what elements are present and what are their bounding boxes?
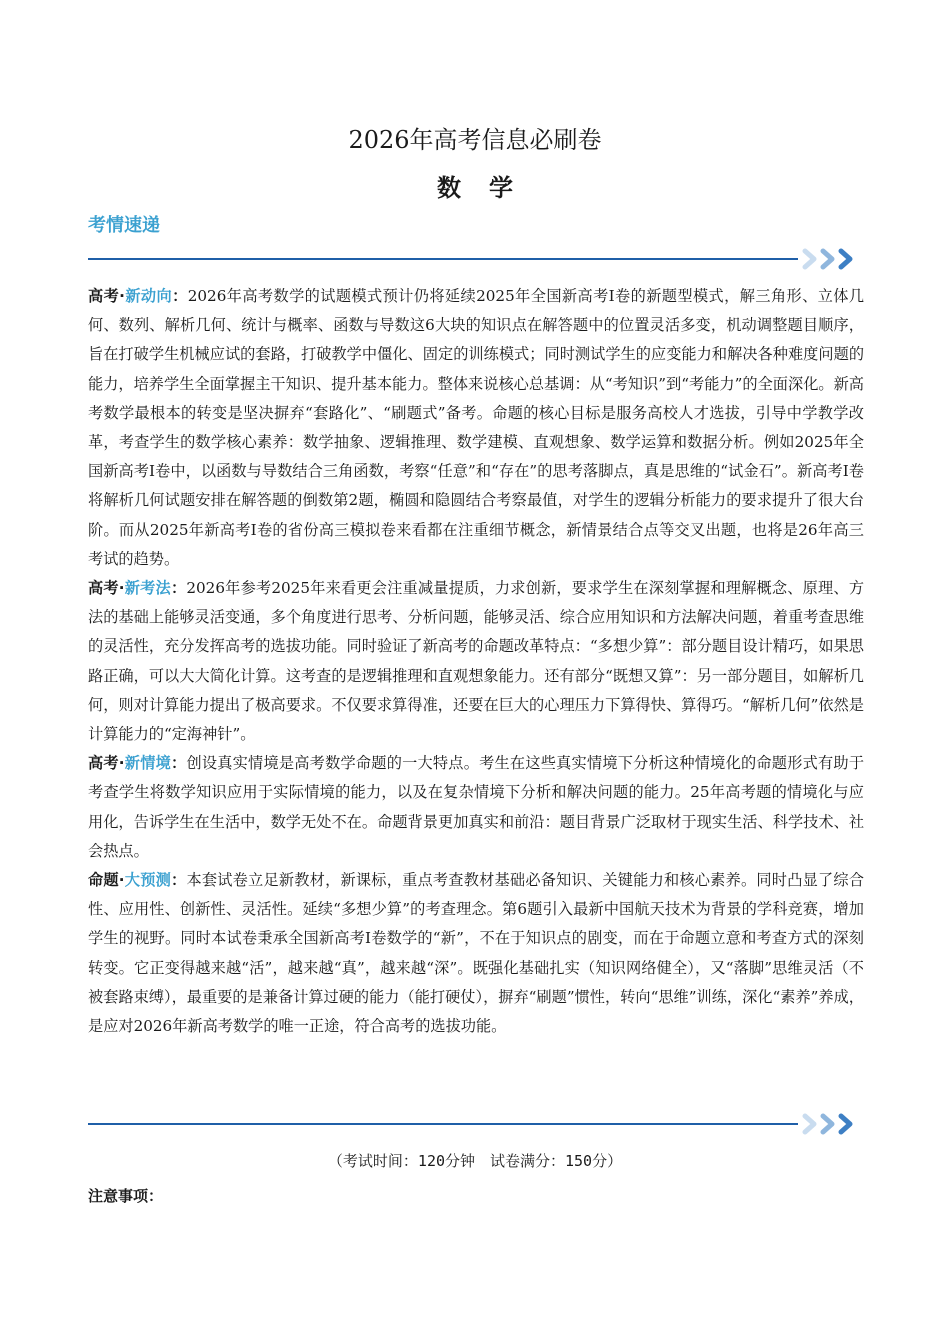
paragraph-lead <box>88 754 186 772</box>
subject-title: 数学 <box>437 173 541 202</box>
lead-prefix: 高考· <box>88 579 125 598</box>
divider-line <box>88 1123 798 1125</box>
lead-highlight: 新动向 <box>124 287 173 305</box>
lead-sep: ： <box>171 754 187 773</box>
lead-highlight: 新考法 <box>124 579 171 598</box>
lead-sep: ： <box>170 579 187 598</box>
paragraph-lead <box>88 287 188 305</box>
chevron-dark-icon <box>836 247 858 271</box>
notes-heading: 注意事项： <box>88 1187 164 1205</box>
paragraph-new-method <box>88 574 864 749</box>
chevron-dark-icon <box>836 1112 858 1136</box>
divider-top <box>88 247 858 271</box>
lead-sep: ： <box>171 871 187 890</box>
paragraph-text: 创设真实情境是高考数学命题的一大特点。考生在这些真实情境下分析这种情境化的命题形式有助于考查学生将数学知识应用于实际情境的能力，以及在复杂情境下分析和解决问题的能力。25年高考题的情境化与应用化，告诉学生在生活中，数学无处不在。命题背景更加真实和前沿：题目背景广泛取材于现实生活、科学技术、社会热点。 <box>88 754 865 860</box>
divider-line <box>88 258 798 260</box>
paragraph-prediction <box>88 866 864 1041</box>
paragraph-new-context <box>88 749 864 866</box>
section-heading: 考情速递 <box>88 215 160 236</box>
lead-highlight: 新情境 <box>124 754 172 773</box>
lead-prefix: 高考· <box>88 754 125 773</box>
paragraph-text: 本套试卷立足新教材，新课标，重点考查教材基础必备知识、关键能力和核心素养。同时凸显了综合性、应用性、创新性、灵活性。延续“多想少算”的考查理念。第6题引入最新中国航天技术为背景的学科竞赛，增加学生的视野。同时本试卷秉承全国新高考Ⅰ卷数学的“新”，不在于知识点的剧变，而在于命题立意和考查方式的深刻转变。它正变得越来越“活”，越来越“真”，越来越“深”。既强化基础扎实（知识网络健全），又“落脚”思维灵活（不被套路束缚），最重要的是兼备计算过硬的能力（能打硬仗），摒弃“刷题”惯性，转向“思维”训练，深化“素养”养成，是应对2026年新高考数学的唯一正途，符合高考的选拔功能。 <box>88 871 865 1036</box>
paragraph-lead <box>88 579 186 597</box>
paragraph-lead <box>88 871 186 889</box>
exam-time-score: （考试时间：120分钟 试卷满分：150分） <box>327 1152 623 1170</box>
paragraph-text: 2026年高考数学的试题模式预计仍将延续2025年全国新高考Ⅰ卷的新题型模式，解三角形、立体几何、数列、解析几何、统计与概率、函数与导数这6大块的知识点在解答题中的位置灵活多变，机动调整题目顺序，旨在打破学生机械应试的套路，打破教学中僵化、固定的训练模式；同时测试学生的应变能力和解决各种难度问题的能力，培养学生全面掌握主干知识、提升基本能力。整体来说核心总基调：从“考知识”到“考能力”的全面深化。新高考数学最根本的转变是坚决摒弃“套路化”、“刷题式”备考。命题的核心目标是服务高校人才选拔，引导中学教学改革，考查学生的数学核心素养：数学抽象、逻辑推理、数学建模、直观想象、数学运算和数据分析。例如2025年全国新高考Ⅰ卷中，以函数与导数结合三角函数，考察“任意”和“存在”的思考落脚点，真是思维的“试金石”。新高考Ⅰ卷将解析几何试题安排在解答题的倒数第2题，椭圆和隐圆结合考察最值，对学生的逻辑分析能力的要求提升了很大台阶。而从2025年新高考Ⅰ卷的省份高三模拟卷来看都在注重细节概念，新情景结合点等交叉出题，也将是26年高三考试的趋势。 <box>88 287 865 568</box>
lead-highlight: 大预测 <box>124 871 172 890</box>
page-title: 2026年高考信息必刷卷 <box>348 126 602 154</box>
lead-prefix: 高考· <box>88 287 125 305</box>
lead-sep: ： <box>172 287 188 305</box>
divider-bottom <box>88 1112 858 1136</box>
exam-overview <box>88 282 864 1041</box>
lead-prefix: 命题· <box>88 871 125 890</box>
paragraph-new-trend <box>88 282 864 574</box>
paragraph-text: 2026年参考2025年来看更会注重减量提质，力求创新，要求学生在深刻掌握和理解概念、原理、方法的基础上能够灵活变通，多个角度进行思考、分析问题，能够灵活、综合应用知识和方法解决问题，着重考查思维的灵活性，充分发挥高考的选拔功能。同时验证了新高考的命题改革特点：“多想少算”：部分题目设计精巧，如果思路正确，可以大大简化计算。这考查的是逻辑推理和直观想象能力。还有部分“既想又算”：另一部分题目，如解析几何，则对计算能力提出了极高要求。不仅要求算得准，还要在巨大的心理压力下算得快、算得巧。“解析几何”依然是计算能力的“定海神针”。 <box>88 579 865 744</box>
